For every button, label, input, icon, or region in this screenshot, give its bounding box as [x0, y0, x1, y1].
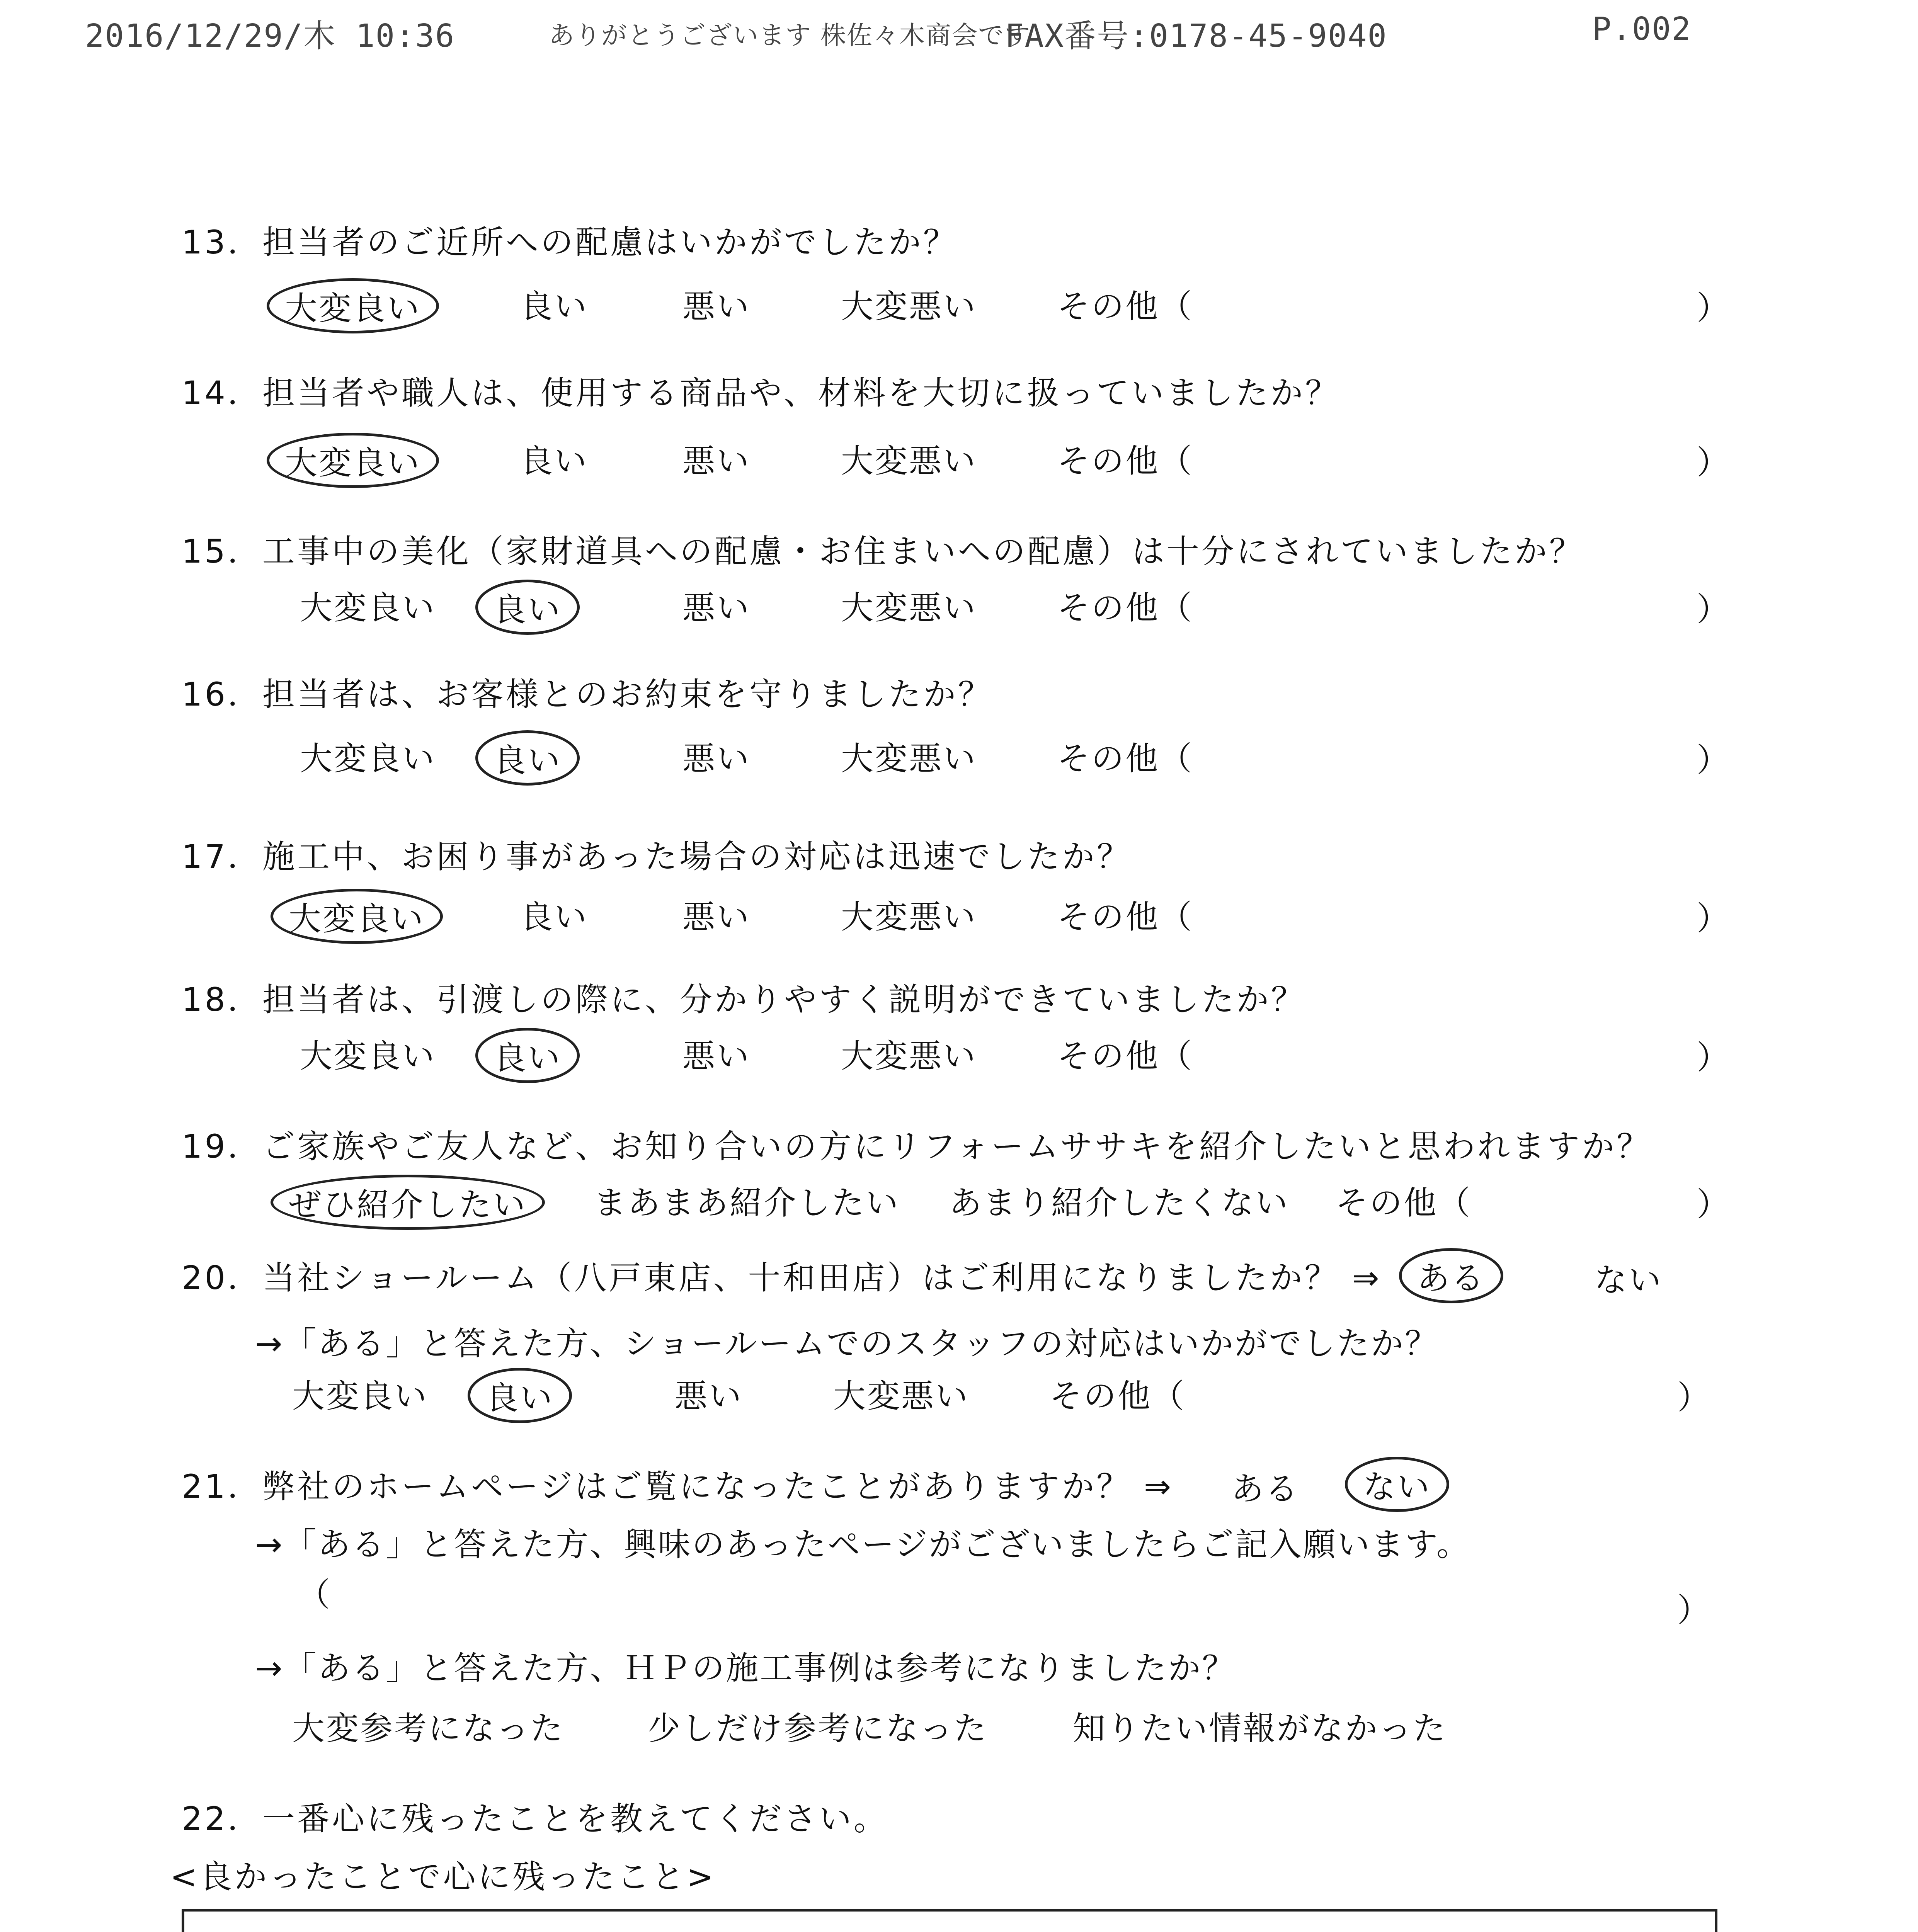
question-19-options [0, 1175, 1918, 1224]
q17-option-very-good[interactable]: 大変良い [271, 889, 443, 944]
q15-option-very-good[interactable]: 大変良い [300, 589, 436, 627]
q15-option-very-bad[interactable]: 大変悪い [841, 589, 977, 627]
question-15: 15．工事中の美化（家財道具への配慮・お住まいへの配慮）は十分にされていましたか？ [182, 532, 1584, 570]
q20-option-very-good[interactable]: 大変良い [292, 1377, 429, 1415]
q19-option-definitely[interactable]: ぜひ紹介したい [271, 1175, 545, 1230]
question-21-text: 21．弊社のホームページはご覧になったことがありますか？ ⇒ [182, 1468, 1174, 1505]
question-17: 17．施工中、お困り事があった場合の対応は迅速でしたか？ [182, 838, 1132, 876]
q16-close-paren: ） [1697, 741, 1729, 779]
question-16-options [0, 730, 1918, 777]
q15-option-bad[interactable]: 悪い [682, 589, 751, 627]
question-13-options [0, 278, 1918, 325]
question-19: 19．ご家族やご友人など、お知り合いの方にリフォームササキを紹介したいと思われますか？ [182, 1128, 1652, 1165]
q14-option-other[interactable]: その他（ [1057, 442, 1194, 480]
q13-option-other[interactable]: その他（ [1057, 287, 1194, 325]
q18-option-very-bad[interactable]: 大変悪い [841, 1037, 977, 1075]
q21-option-slightly-helpful[interactable]: 少しだけ参考になった [648, 1709, 988, 1747]
fax-datetime: 2016/12/29/木 10:36 [85, 18, 455, 54]
question-13: 13．担当者のご近所への配慮はいかがでしたか？ [182, 223, 958, 261]
q16-option-bad[interactable]: 悪い [682, 740, 751, 777]
q16-option-very-bad[interactable]: 大変悪い [841, 740, 977, 777]
q15-close-paren: ） [1697, 590, 1729, 628]
q21-close-paren: ） [1677, 1591, 1710, 1629]
question-22: 22．一番心に残ったことを教えてください。 [182, 1800, 888, 1838]
q18-option-very-good[interactable]: 大変良い [300, 1037, 436, 1075]
fax-number: FAX番号:0178-45-9040 [1005, 18, 1387, 54]
q13-option-good[interactable]: 良い [520, 287, 589, 325]
q17-close-paren: ） [1697, 900, 1729, 937]
q20-option-no[interactable]: ない [1595, 1261, 1663, 1299]
q22-good-label: <良かったことで心に残ったこと> [170, 1858, 716, 1896]
q20-option-good[interactable]: 良い [468, 1368, 572, 1423]
q20-option-yes[interactable]: ある [1399, 1248, 1503, 1303]
q18-option-bad[interactable]: 悪い [682, 1037, 751, 1075]
q21-open-paren: （ [298, 1576, 330, 1614]
q17-option-good[interactable]: 良い [520, 898, 589, 936]
q18-option-other[interactable]: その他（ [1057, 1037, 1194, 1075]
q20-option-very-bad[interactable]: 大変悪い [833, 1377, 970, 1415]
q21-option-not-helpful[interactable]: 知りたい情報がなかった [1073, 1709, 1447, 1747]
q21-option-very-helpful[interactable]: 大変参考になった [292, 1709, 565, 1747]
q16-option-good[interactable]: 良い [475, 730, 580, 786]
q14-option-good[interactable]: 良い [520, 442, 589, 480]
q19-option-other[interactable]: その他（ [1336, 1184, 1472, 1222]
fax-page: P.002 [1592, 11, 1692, 48]
question-14-options [0, 433, 1918, 482]
q16-option-other[interactable]: その他（ [1057, 740, 1194, 777]
q21-followup-1: →「ある」と答えた方、興味のあったページがございましたらご記入願います。 [255, 1526, 1471, 1563]
q14-option-very-good[interactable]: 大変良い [267, 433, 439, 488]
question-20 [182, 1252, 1382, 1299]
q19-close-paren: ） [1697, 1185, 1729, 1223]
q20-followup: →「ある」と答えた方、ショールームでのスタッフの対応はいかがでしたか？ [255, 1325, 1439, 1362]
q20-option-bad[interactable]: 悪い [675, 1377, 743, 1415]
q21-followup-2: →「ある」と答えた方、ＨＰの施工事例は参考になりましたか？ [255, 1649, 1236, 1687]
q13-option-very-good[interactable]: 大変良い [267, 278, 439, 333]
q21-option-yes[interactable]: ある [1231, 1470, 1300, 1508]
q14-option-very-bad[interactable]: 大変悪い [841, 442, 977, 480]
q15-option-good[interactable]: 良い [475, 580, 580, 635]
q13-close-paren: ） [1697, 289, 1729, 327]
q20-close-paren: ） [1677, 1379, 1710, 1417]
fax-message: ありがとうございます 株佐々木商会です [549, 20, 1031, 50]
fax-header [0, 11, 1918, 53]
q22-good-answer-box[interactable] [182, 1909, 1717, 1932]
q17-option-very-bad[interactable]: 大変悪い [841, 898, 977, 936]
q19-option-somewhat[interactable]: まあまあ紹介したい [594, 1184, 900, 1222]
question-21 [182, 1461, 1173, 1507]
question-18-options [0, 1028, 1918, 1077]
q18-close-paren: ） [1697, 1039, 1729, 1077]
question-17-options [0, 889, 1918, 938]
q16-option-very-good[interactable]: 大変良い [300, 740, 436, 777]
q13-option-bad[interactable]: 悪い [682, 287, 751, 325]
q21-option-no[interactable]: ない [1345, 1457, 1449, 1512]
q17-option-other[interactable]: その他（ [1057, 898, 1194, 936]
q21-followup-options [0, 1700, 1918, 1747]
question-18: 18．担当者は、引渡しの際に、分かりやすく説明ができていましたか？ [182, 981, 1306, 1019]
q14-option-bad[interactable]: 悪い [682, 442, 751, 480]
q20-option-other[interactable]: その他（ [1050, 1377, 1186, 1415]
question-15-options [0, 580, 1918, 629]
question-14: 14．担当者や職人は、使用する商品や、材料を大切に扱っていましたか？ [182, 374, 1340, 412]
q19-option-not-really[interactable]: あまり紹介したくない [949, 1184, 1290, 1222]
question-20-text: 20．当社ショールーム（八戸東店、十和田店）はご利用になりましたか？ ⇒ [182, 1259, 1382, 1297]
q22-good-answer [223, 1927, 1918, 1932]
q18-option-good[interactable]: 良い [475, 1028, 580, 1083]
question-16: 16．担当者は、お客様とのお約束を守りましたか？ [182, 675, 993, 713]
q13-option-very-bad[interactable]: 大変悪い [841, 287, 977, 325]
q17-option-bad[interactable]: 悪い [682, 898, 751, 936]
q14-close-paren: ） [1697, 444, 1729, 481]
q15-option-other[interactable]: その他（ [1057, 589, 1194, 627]
q20-followup-options [0, 1368, 1918, 1417]
